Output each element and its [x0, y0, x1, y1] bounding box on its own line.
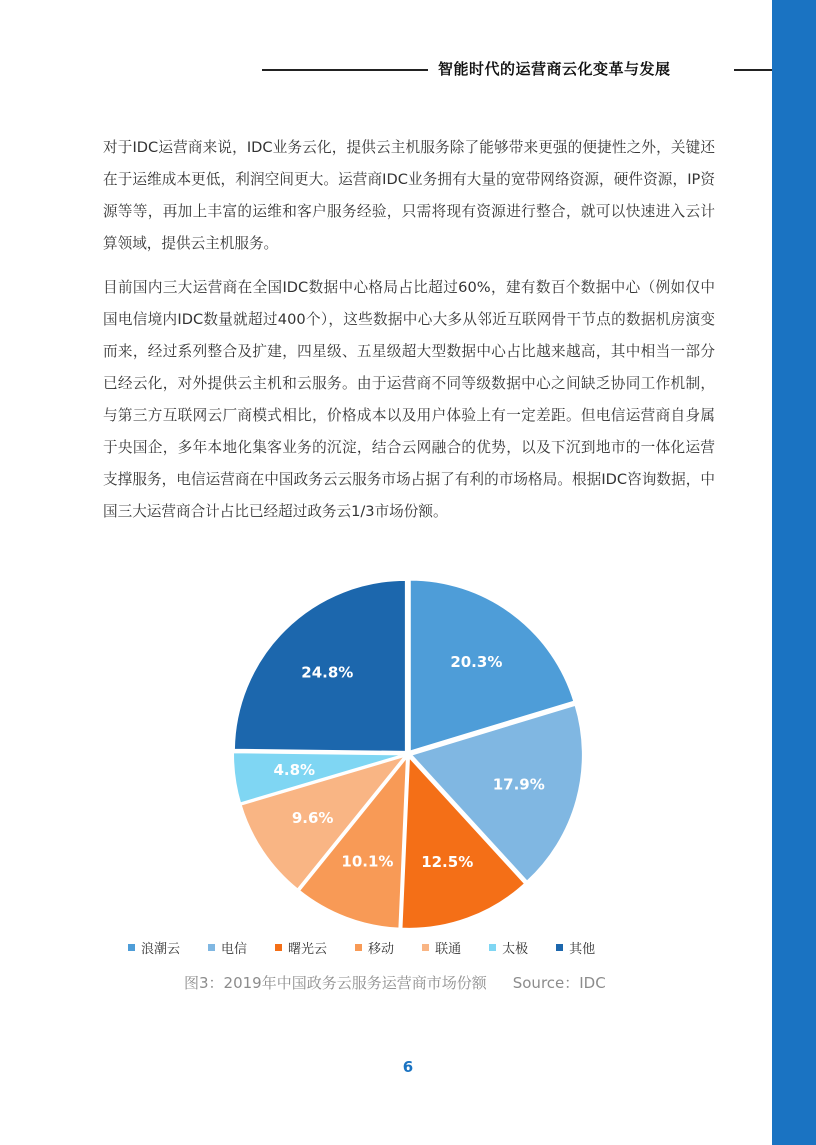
caption-text: 图3：2019年中国政务云服务运营商市场份额: [184, 974, 487, 992]
header-rule-right: [734, 69, 772, 71]
header-rule-left: [262, 69, 428, 71]
legend-swatch-telecom: [208, 944, 215, 951]
legend-item-mobile: [355, 938, 394, 957]
legend-label-sugon: 曙光云: [288, 942, 328, 957]
pie-label-telecom: 17.9%: [492, 775, 545, 794]
legend-label-mobile: 移动: [368, 942, 395, 957]
legend-label-other: 其他: [569, 942, 596, 957]
caption-source: Source：IDC: [512, 974, 606, 992]
pie-label-sugon: 12.5%: [421, 852, 474, 871]
legend-swatch-mobile: [355, 944, 362, 951]
legend-swatch-sugon: [275, 944, 282, 951]
legend-label-taiji: 太极: [502, 942, 529, 957]
legend-item-other: [556, 938, 595, 957]
legend-label-inspur: 浪潮云: [141, 942, 181, 957]
pie-label-taiji: 4.8%: [273, 760, 316, 779]
legend-swatch-other: [556, 944, 563, 951]
legend-item-unicom: [422, 938, 461, 957]
page-header-title: 智能时代的运营商云化变革与发展: [438, 60, 671, 78]
chart-legend: [128, 938, 688, 957]
legend-item-taiji: [489, 938, 528, 957]
body-paragraph-1: 对于IDC运营商来说，IDC业务云化，提供云主机服务除了能够带来更强的便捷性之外，关键还在于运维成本更低，利润空间更大。运营商IDC业务拥有大量的宽带网络资源，硬件资源，IP资源等等，再加上丰富的运维和客户服务经验，只需将现有资源进行整合，就可以快速进入云计算领域，提供云主机服务。: [103, 139, 715, 252]
legend-item-telecom: [208, 938, 247, 957]
pie-label-unicom: 9.6%: [291, 808, 334, 827]
figure-caption: [184, 972, 654, 993]
legend-item-inspur: [128, 938, 180, 957]
pie-label-inspur: 20.3%: [450, 652, 503, 671]
legend-item-sugon: [275, 938, 327, 957]
pie-label-mobile: 10.1%: [341, 852, 394, 871]
side-accent-bar: [772, 0, 816, 1145]
body-paragraph-2: 目前国内三大运营商在全国IDC数据中心格局占比超过60%，建有数百个数据中心（例如仅中国电信境内IDC数量就超过400个），这些数据中心大多从邻近互联网骨干节点的数据机房演变而来，经过系列整合及扩建，四星级、五星级超大型数据中心占比越来越高，其中相当一部分已经云化，对外提供云主机和云服务。由于运营商不同等级数据中心之间缺乏协同工作机制，与第三方互联网云厂商模式相比，价格成本以及用户体验上有一定差距。但电信运营商自身属于央国企，多年本地化集客业务的沉淀，结合云网融合的优势，以及下沉到地市的一体化运营支撑服务，电信运营商在中国政务云云服务市场占据了有利的市场格局。根据IDC咨询数据，中国三大运营商合计占比已经超过政务云1/3市场份额。: [103, 279, 715, 520]
market-share-pie-chart: [200, 574, 616, 936]
pie-label-other: 24.8%: [301, 663, 354, 682]
page-number: 6: [402, 1058, 414, 1076]
legend-label-telecom: 电信: [221, 942, 248, 957]
legend-swatch-inspur: [128, 944, 135, 951]
legend-label-unicom: 联通: [435, 942, 462, 957]
legend-swatch-taiji: [489, 944, 496, 951]
legend-swatch-unicom: [422, 944, 429, 951]
